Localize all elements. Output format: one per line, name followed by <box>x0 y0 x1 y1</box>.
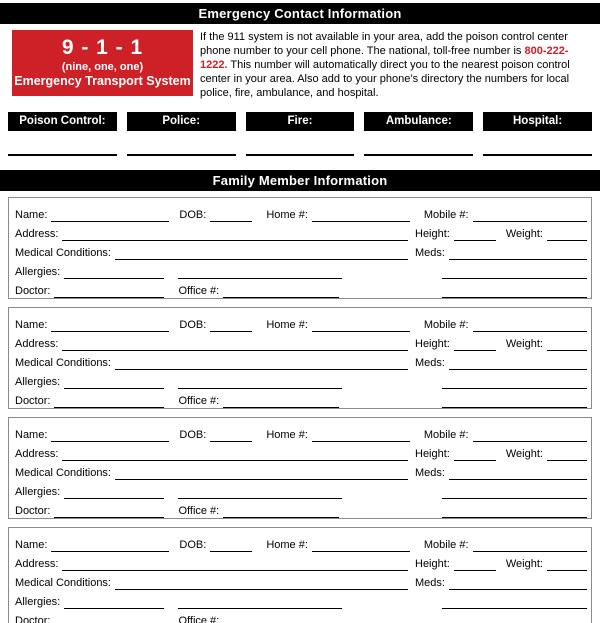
meds-label: Meds: <box>415 247 445 259</box>
member-row-medical <box>15 571 587 590</box>
doctor-line[interactable] <box>54 395 164 408</box>
meds-label: Meds: <box>415 467 445 479</box>
home-phone-line[interactable] <box>312 319 410 332</box>
mobile-phone-label: Mobile #: <box>423 209 469 221</box>
dob-line[interactable] <box>210 539 252 552</box>
dob-label: DOB: <box>179 539 207 551</box>
member-row-doctor <box>15 499 587 518</box>
office-phone-line[interactable] <box>223 615 339 623</box>
doctor-label: Doctor: <box>15 395 51 407</box>
ambulance-number-line[interactable] <box>364 153 473 156</box>
meds-group <box>415 577 587 590</box>
meds-continuation-line[interactable] <box>442 376 587 389</box>
member-row-doctor <box>15 609 587 623</box>
allergies-line[interactable] <box>64 486 164 499</box>
instructions-after-phone: This number will automatically direct you to the nearest poison control center in your area. Also add to your phone’s directory the numbers for local police, fire, ambulance, and hospital. <box>200 59 570 99</box>
address-label: Address: <box>15 448 59 460</box>
weight-label: Weight: <box>505 558 543 570</box>
height-weight-group <box>415 558 587 571</box>
allergies-continuation-line[interactable] <box>178 596 342 609</box>
home-phone-line[interactable] <box>312 429 410 442</box>
office-phone-label: Office #: <box>178 615 220 623</box>
meds-group <box>415 467 587 480</box>
meds-label: Meds: <box>415 357 445 369</box>
dob-label: DOB: <box>179 319 207 331</box>
fire-number-line[interactable] <box>246 153 355 156</box>
weight-line[interactable] <box>547 558 587 571</box>
medical-conditions-label: Medical Conditions: <box>15 577 111 589</box>
allergies-line[interactable] <box>64 376 164 389</box>
allergies-line[interactable] <box>64 596 164 609</box>
911-number: 9 - 1 - 1 <box>61 36 144 59</box>
address-line[interactable] <box>62 448 408 461</box>
name-line[interactable] <box>51 209 169 222</box>
doctor-line[interactable] <box>54 505 164 518</box>
office-phone-line[interactable] <box>223 395 339 408</box>
home-phone-label: Home #: <box>266 319 308 331</box>
doctor-label: Doctor: <box>15 615 51 623</box>
mobile-phone-line[interactable] <box>473 429 587 442</box>
medical-conditions-label: Medical Conditions: <box>15 467 111 479</box>
doctor-label: Doctor: <box>15 285 51 297</box>
address-line[interactable] <box>62 558 408 571</box>
name-line[interactable] <box>51 319 169 332</box>
family-member-card <box>8 417 592 519</box>
family-member-list <box>0 197 600 623</box>
meds-line[interactable] <box>449 357 587 370</box>
meds-line[interactable] <box>449 577 587 590</box>
meds-continuation-line[interactable] <box>442 596 587 609</box>
meds-line[interactable] <box>449 467 587 480</box>
medical-conditions-line[interactable] <box>115 247 408 260</box>
mobile-phone-label: Mobile #: <box>423 319 469 331</box>
home-phone-label: Home #: <box>266 429 308 441</box>
office-phone-line[interactable] <box>223 505 339 518</box>
member-row-allergies <box>15 260 587 279</box>
contact-label-hospital: Hospital: <box>483 112 592 131</box>
home-phone-label: Home #: <box>266 209 308 221</box>
meds-continuation-line-2[interactable] <box>442 285 587 298</box>
police-number-line[interactable] <box>127 153 236 156</box>
dob-line[interactable] <box>210 319 252 332</box>
height-weight-group <box>415 448 587 461</box>
member-row-allergies <box>15 480 587 499</box>
poison-control-phone-number: 800-222-1222. <box>200 45 569 71</box>
instructions-before-phone: If the 911 system is not available in your area, add the poison control center phone number to your cell phone. The national, toll-free number is <box>200 31 568 57</box>
allergies-continuation-line[interactable] <box>178 266 342 279</box>
member-row-address <box>15 552 587 571</box>
meds-continuation-line-2[interactable] <box>442 615 587 623</box>
member-row-name <box>15 313 587 332</box>
height-label: Height: <box>415 558 450 570</box>
family-member-card <box>8 307 592 409</box>
name-line[interactable] <box>51 539 169 552</box>
dob-label: DOB: <box>179 209 207 221</box>
meds-group <box>415 357 587 370</box>
office-phone-label: Office #: <box>178 285 220 297</box>
mobile-phone-line[interactable] <box>473 319 587 332</box>
weight-label: Weight: <box>505 338 543 350</box>
meds-continuation-line[interactable] <box>442 266 587 279</box>
member-row-allergies <box>15 590 587 609</box>
name-label: Name: <box>15 209 48 221</box>
name-line[interactable] <box>51 429 169 442</box>
allergies-continuation-line[interactable] <box>178 376 342 389</box>
member-row-medical <box>15 461 587 480</box>
name-label: Name: <box>15 319 48 331</box>
allergies-label: Allergies: <box>15 596 61 608</box>
member-row-name <box>15 423 587 442</box>
911-phonetic: (nine, one, one) <box>61 61 144 73</box>
address-label: Address: <box>15 558 59 570</box>
911-emergency-box <box>12 30 193 96</box>
medical-conditions-label: Medical Conditions: <box>15 357 111 369</box>
height-weight-group <box>415 228 587 241</box>
height-label: Height: <box>415 448 450 460</box>
mobile-phone-label: Mobile #: <box>423 539 469 551</box>
contact-label-poison-control: Poison Control: <box>8 112 117 131</box>
member-row-name <box>15 203 587 222</box>
poison-control-number-line[interactable] <box>8 153 117 156</box>
weight-line[interactable] <box>547 228 587 241</box>
allergies-label: Allergies: <box>15 486 61 498</box>
office-phone-label: Office #: <box>178 395 220 407</box>
member-row-allergies <box>15 370 587 389</box>
dob-line[interactable] <box>210 429 252 442</box>
weight-label: Weight: <box>505 228 543 240</box>
family-member-card <box>8 197 592 299</box>
name-label: Name: <box>15 429 48 441</box>
address-label: Address: <box>15 228 59 240</box>
page-title: Emergency Contact Information <box>198 6 402 21</box>
doctor-line[interactable] <box>54 285 164 298</box>
height-line[interactable] <box>454 228 496 241</box>
intro-section <box>0 30 600 100</box>
mobile-phone-line[interactable] <box>473 209 587 222</box>
allergies-continuation-line[interactable] <box>178 486 342 499</box>
home-phone-label: Home #: <box>266 539 308 551</box>
height-label: Height: <box>415 338 450 350</box>
member-row-address <box>15 222 587 241</box>
mobile-phone-label: Mobile #: <box>423 429 469 441</box>
weight-line[interactable] <box>547 448 587 461</box>
meds-line[interactable] <box>449 247 587 260</box>
weight-label: Weight: <box>505 448 543 460</box>
medical-conditions-label: Medical Conditions: <box>15 247 111 259</box>
member-row-address <box>15 442 587 461</box>
meds-continuation-line-2[interactable] <box>442 505 587 518</box>
address-line[interactable] <box>62 338 408 351</box>
medical-conditions-line[interactable] <box>115 467 408 480</box>
office-phone-line[interactable] <box>223 285 339 298</box>
member-row-medical <box>15 241 587 260</box>
allergies-label: Allergies: <box>15 266 61 278</box>
family-section-title: Family Member Information <box>212 173 388 188</box>
home-phone-line[interactable] <box>312 209 410 222</box>
meds-label: Meds: <box>415 577 445 589</box>
address-label: Address: <box>15 338 59 350</box>
height-line[interactable] <box>454 448 496 461</box>
medical-conditions-line[interactable] <box>115 577 408 590</box>
height-label: Height: <box>415 228 450 240</box>
dob-label: DOB: <box>179 429 207 441</box>
911-subtitle: Emergency Transport System <box>14 74 191 88</box>
emergency-contacts-label-row <box>0 112 600 131</box>
doctor-label: Doctor: <box>15 505 51 517</box>
height-line[interactable] <box>454 558 496 571</box>
medical-conditions-line[interactable] <box>115 357 408 370</box>
instructions-text <box>200 30 592 100</box>
contact-label-police: Police: <box>127 112 236 131</box>
family-section-bar <box>0 170 600 191</box>
hospital-number-line[interactable] <box>483 153 592 156</box>
family-member-card <box>8 527 592 623</box>
weight-line[interactable] <box>547 338 587 351</box>
office-phone-label: Office #: <box>178 505 220 517</box>
contact-label-fire: Fire: <box>246 112 355 131</box>
allergies-label: Allergies: <box>15 376 61 388</box>
member-row-doctor <box>15 279 587 298</box>
height-line[interactable] <box>454 338 496 351</box>
member-row-address <box>15 332 587 351</box>
emergency-contacts-line-row <box>0 153 600 156</box>
address-line[interactable] <box>62 228 408 241</box>
header-bar <box>0 3 600 24</box>
home-phone-line[interactable] <box>312 539 410 552</box>
contact-label-ambulance: Ambulance: <box>364 112 473 131</box>
dob-line[interactable] <box>210 209 252 222</box>
member-row-medical <box>15 351 587 370</box>
meds-group <box>415 247 587 260</box>
name-label: Name: <box>15 539 48 551</box>
allergies-line[interactable] <box>64 266 164 279</box>
meds-continuation-line-2[interactable] <box>442 395 587 408</box>
mobile-phone-line[interactable] <box>473 539 587 552</box>
member-row-doctor <box>15 389 587 408</box>
height-weight-group <box>415 338 587 351</box>
member-row-name <box>15 533 587 552</box>
meds-continuation-line[interactable] <box>442 486 587 499</box>
doctor-line[interactable] <box>54 615 164 623</box>
